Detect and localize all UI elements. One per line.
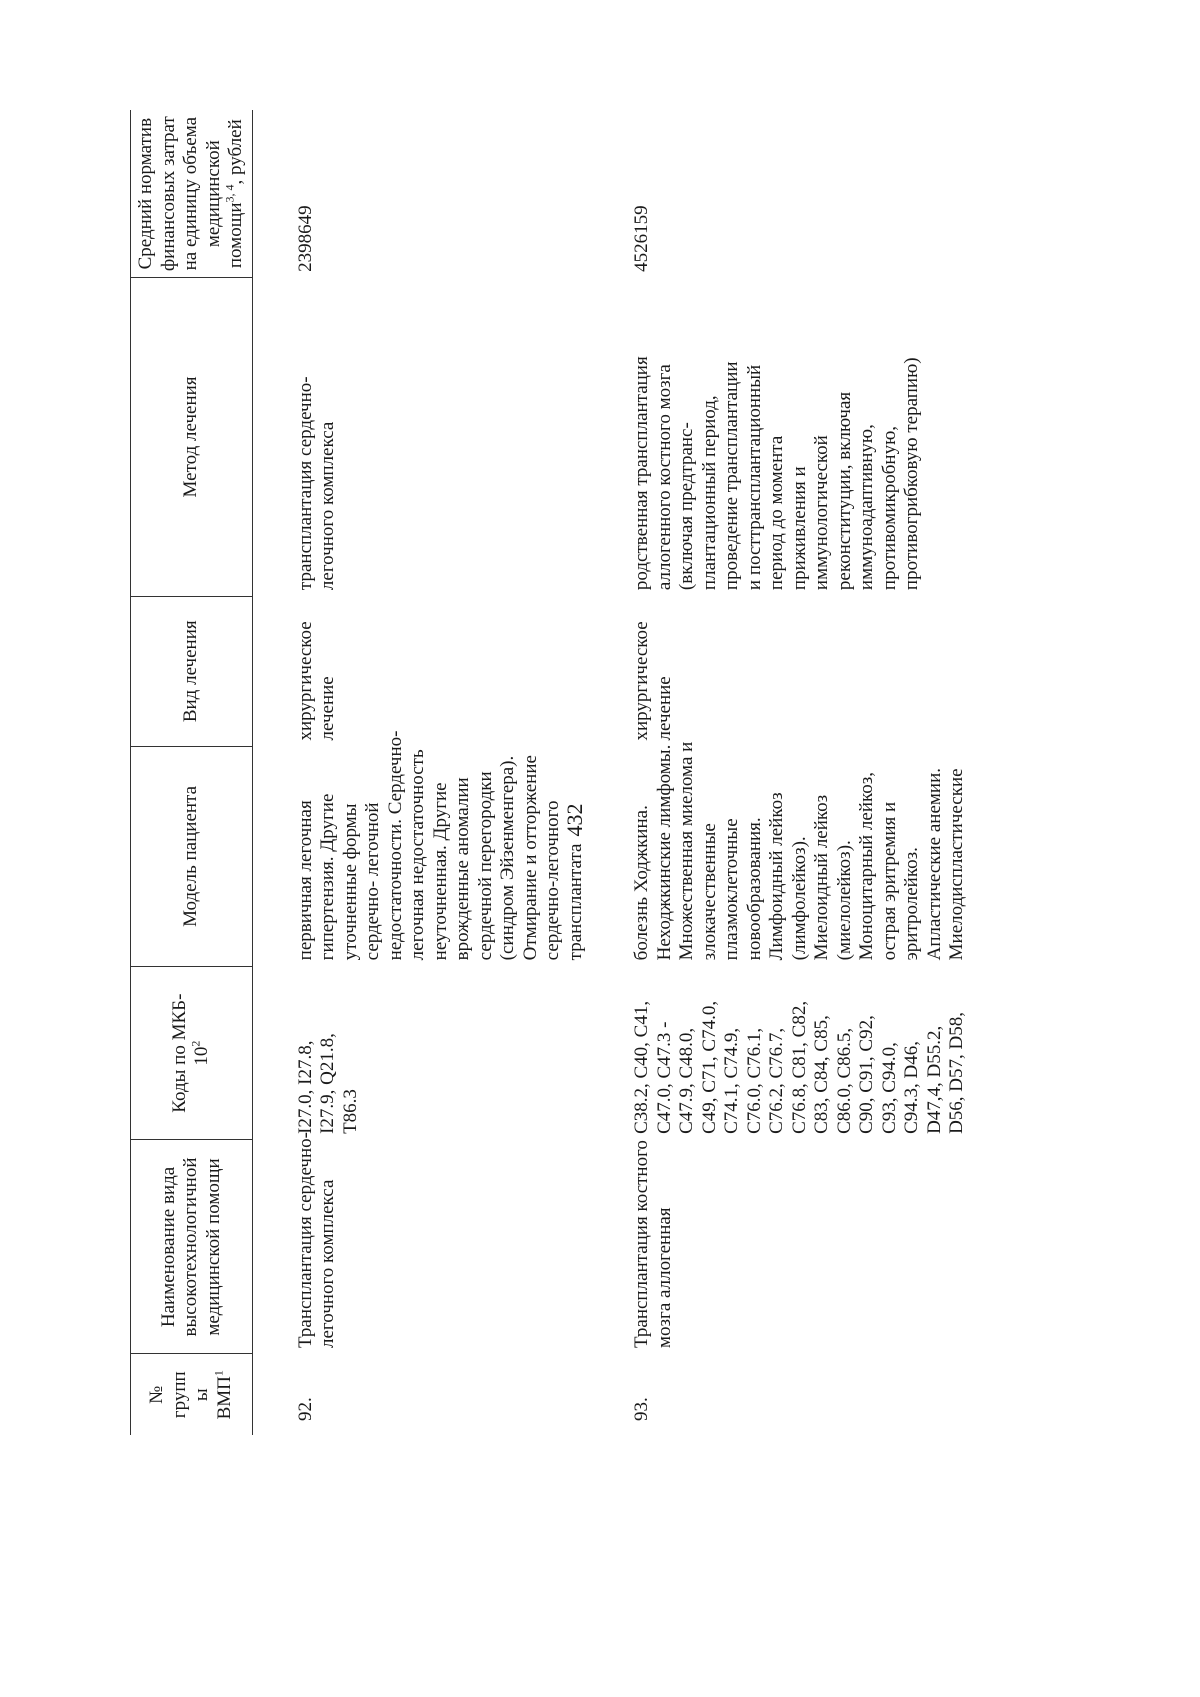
icd-codes-cell: C38.2, C40, C41, C47.0, C47.3 - C47.9, C48.0, C49, C71, C74.0, C74.1, C74.9, C76.0, C76.1, C76.2, C76.7, C76.8, C81, C82, C83, C84, C85, C86.0, C86.5, C90, C91, C92, C93, C94.0, C94.3, D46, D47,4, D55.2, D56, D57, D58, — [631, 1000, 967, 1134]
care-type-name-cell: Трансплантация костного мозга аллогенная — [631, 1140, 675, 1348]
header-average-cost: Средний норматив финансовых затрат на единицу объема медицинской помощи$^{3, 4}$, рублей — [131, 110, 253, 278]
table-row — [587, 110, 969, 1435]
treatment-type-cell: хирургическое лечение — [294, 621, 338, 741]
header-treatment-method: Метод лечения — [131, 278, 253, 596]
average-cost-cell: 4526159 — [631, 205, 652, 272]
header-icd-codes: Коды по МКБ- $10^2$ — [131, 966, 253, 1140]
table-header-row — [131, 110, 253, 1435]
icd-codes-cell: I27.0, I27.8, I27.9, Q21.8, T86.3 — [294, 1033, 361, 1134]
group-number-cell: 92. — [294, 1397, 316, 1421]
vmp-table — [130, 110, 969, 1435]
care-type-name-cell: Трансплантация сердечно- легочного комплекса — [294, 1132, 338, 1348]
vmp-table-wrapper — [130, 110, 1190, 1435]
treatment-method-cell: родственная трансплантация аллогенного костного мозга (включая предтранс- плантационный период, проведение трансплантации и посттрансплантационный период до момента приживления и иммунологической реконституции, включая иммуноадаптивную, противомикробную, противогрибковую терапию) — [631, 356, 922, 591]
average-cost-cell: 2398649 — [294, 205, 316, 272]
patient-model-cell: болезнь Ходжкина. Неходжкинские лимфомы. Множественная миелома и злокачественные плазмоклеточные новообразования. Лимфоидный лейкоз (лимфолейкоз). Миелоидный лейкоз (миелолейкоз). Моноцитарный лейкоз, острая эритремия и эритролейкоз. Апластические анемии. Миелодиспластические — [631, 741, 967, 961]
group-number-cell: 93. — [631, 1397, 652, 1421]
header-care-type-name: Наименование вида высокотехнологичной медицинской помощи — [131, 1140, 253, 1354]
header-treatment-type: Вид лечения — [131, 596, 253, 746]
treatment-method-cell: трансплантация сердечно- легочного комплекса — [294, 376, 338, 591]
treatment-type-cell: хирургическое лечение — [631, 621, 675, 741]
header-patient-model: Модель пациента — [131, 746, 253, 966]
table-row — [252, 110, 587, 1435]
page-number: 432 — [562, 803, 587, 837]
patient-model-cell: первичная легочная гипертензия. Другие уточненные формы сердечно- легочной недостаточности. Сердечно- легочная недостаточность неуточненная. Другие врожденные аномалии сердечной перегородки (синдром Эйзенменгера). Отмирание и отторжение сердечно-легочного трансплантата — [294, 730, 586, 961]
header-group-number: № групп ы ВМП$^1$ — [131, 1354, 253, 1435]
